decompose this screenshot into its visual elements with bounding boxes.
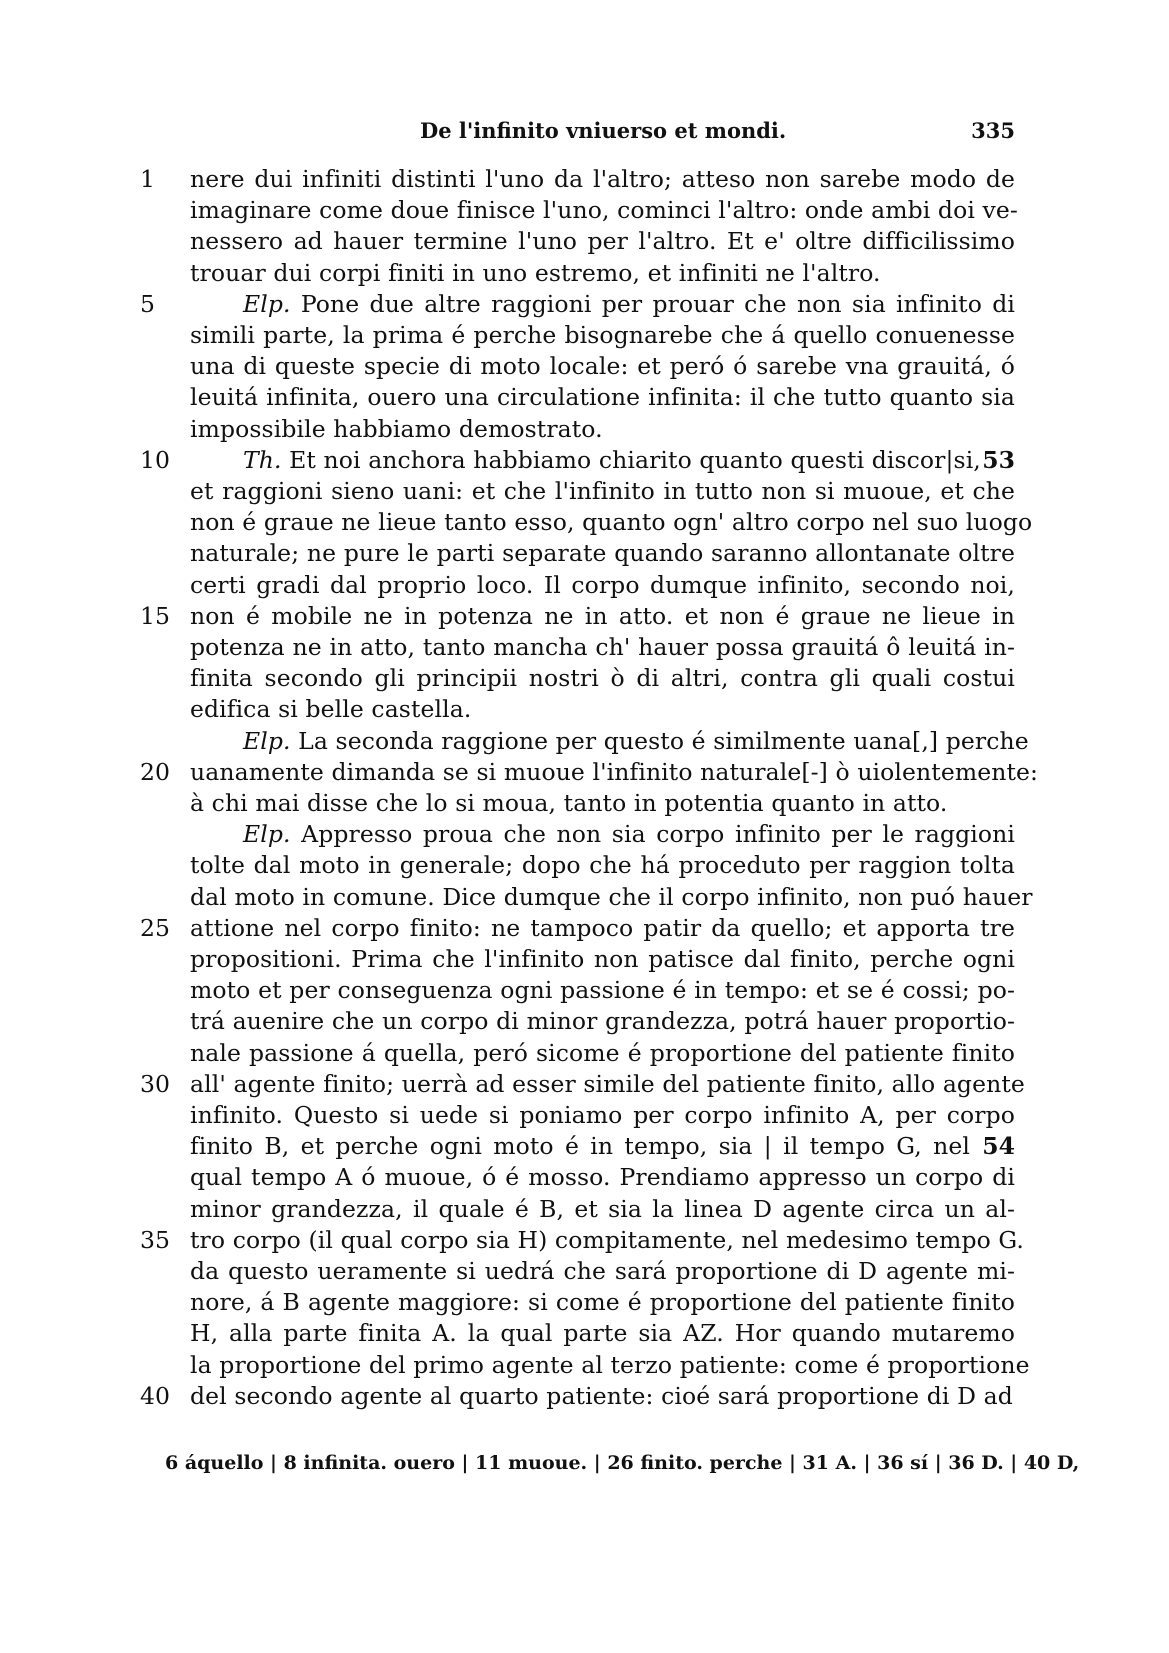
text-line xyxy=(0,227,1169,258)
line-text xyxy=(190,789,1015,817)
line-body: leuitá infinita, ouero una circulatione infinita: il che tutto quanto sia xyxy=(190,383,1015,412)
line-body: nale passione á quella, peró sicome é proportione del patiente finito xyxy=(190,1038,1015,1067)
line-body: una di queste specie di moto locale: et peró ó sarebe vna grauitá, ó xyxy=(190,352,1015,381)
line-text xyxy=(190,664,1015,692)
line-text xyxy=(190,415,1015,443)
line-body: impossibile habbiamo demostrato. xyxy=(190,414,603,443)
line-text xyxy=(190,851,1015,879)
line-body: imaginare come doue finisce l'uno, cominci l'altro: onde ambi doi ve- xyxy=(190,196,1018,225)
line-text xyxy=(190,1039,1015,1067)
line-body: simili parte, la prima é perche bisognarebe che á quello conuenesse xyxy=(190,321,1015,349)
line-body: la proportione del primo agente al terzo patiente: come é proportione xyxy=(190,1350,1030,1379)
text-line xyxy=(0,820,1169,851)
line-text xyxy=(190,227,1015,255)
text-line xyxy=(0,1382,1169,1413)
text-line xyxy=(0,477,1169,508)
line-text xyxy=(190,1382,1015,1410)
text-line xyxy=(0,1226,1169,1257)
line-text xyxy=(190,1288,1015,1316)
line-text xyxy=(190,1350,1030,1379)
text-line xyxy=(0,1039,1169,1070)
line-body: potenza ne in atto, tanto mancha ch' hauer possa grauitá ô leuitá in- xyxy=(190,633,1015,661)
line-body: trá auenire che un corpo di minor grandezza, potrá hauer proportio- xyxy=(190,1007,1015,1036)
text-line xyxy=(0,976,1169,1007)
line-number: 1 xyxy=(140,165,155,193)
line-body: qual tempo A ó muoue, ó é mosso. Prendiamo appresso un corpo di xyxy=(190,1163,1015,1192)
line-number: 5 xyxy=(140,289,155,318)
text-line xyxy=(0,1319,1169,1350)
text-line xyxy=(0,1101,1169,1132)
line-number: 25 xyxy=(140,913,170,942)
line-text xyxy=(190,1163,1015,1191)
text-line xyxy=(0,664,1169,695)
line-number: 40 xyxy=(140,1381,170,1410)
text-line xyxy=(0,1257,1169,1288)
text-line xyxy=(0,508,1169,539)
text-line xyxy=(0,165,1169,196)
text-line xyxy=(0,383,1169,414)
line-text xyxy=(190,633,1015,661)
line-text xyxy=(190,352,1015,380)
text-line xyxy=(0,321,1169,352)
line-text xyxy=(190,165,1015,193)
text-line xyxy=(0,1070,1169,1101)
line-body: à chi mai disse che lo si moua, tanto in potentia quanto in atto. xyxy=(190,789,948,817)
line-body: infinito. Questo si uede si poniamo per corpo infinito A, per corpo xyxy=(190,1101,1015,1129)
text-line xyxy=(0,945,1169,976)
text-line xyxy=(0,352,1169,383)
line-number: 35 xyxy=(140,1225,170,1254)
line-number: 10 xyxy=(140,445,170,474)
running-title: De l'infinito vniuerso et mondi. xyxy=(420,118,787,143)
text-line xyxy=(0,789,1169,820)
line-body: tro corpo (il qual corpo sia H) compitamente, nel medesimo tempo G. xyxy=(190,1225,1025,1254)
text-line xyxy=(0,695,1169,726)
line-body: edifica si belle castella. xyxy=(190,695,472,724)
text-line xyxy=(0,1195,1169,1226)
text-line xyxy=(0,633,1169,664)
text-line xyxy=(0,415,1169,446)
line-text xyxy=(190,259,1015,287)
text-line xyxy=(0,602,1169,633)
line-number: 15 xyxy=(140,601,170,630)
line-text xyxy=(243,290,1015,318)
line-body: da questo ueramente si uedrá che sará proportione di D agente mi- xyxy=(190,1257,1015,1285)
line-text xyxy=(243,820,1015,848)
line-body: Et noi anchora habbiamo chiarito quanto questi discor|si, xyxy=(289,445,981,474)
line-body: propositioni. Prima che l'infinito non patisce dal finito, perche ogni xyxy=(190,945,1015,973)
line-text xyxy=(190,757,1039,786)
line-body: tolte dal moto in generale; dopo che há proceduto per raggion tolta xyxy=(190,851,1015,880)
line-text xyxy=(190,976,1015,1004)
speaker-label: Elp. xyxy=(243,726,299,755)
text-line xyxy=(0,1288,1169,1319)
line-body: Appresso proua che non sia corpo infinito per le raggioni xyxy=(301,820,1015,849)
line-body: moto et per conseguenza ogni passione é in tempo: et se é cossi; po- xyxy=(190,976,1015,1005)
line-text xyxy=(190,1007,1015,1035)
line-text xyxy=(190,477,1015,505)
text-line xyxy=(0,1007,1169,1038)
text-line xyxy=(0,914,1169,945)
line-body: attione nel corpo finito: ne tampoco patir da quello; et apporta tre xyxy=(190,913,1015,942)
marginal-page-ref: 53 xyxy=(982,445,1015,474)
line-text xyxy=(190,1319,1015,1347)
text-line xyxy=(0,290,1169,321)
line-text xyxy=(190,321,1015,349)
line-body: del secondo agente al quarto patiente: cioé sará proportione di D ad xyxy=(190,1381,1013,1410)
line-text xyxy=(190,1195,1015,1223)
text-line xyxy=(0,446,1169,477)
line-body: finita secondo gli principii nostri ò di altri, contra gli quali costui xyxy=(190,664,1015,693)
line-text xyxy=(190,383,1015,411)
text-line xyxy=(0,571,1169,602)
line-body: certi gradi dal proprio loco. Il corpo dumque infinito, secondo noi, xyxy=(190,570,1015,599)
text-line xyxy=(0,758,1169,789)
line-text xyxy=(190,1132,970,1160)
line-number: 30 xyxy=(140,1069,170,1098)
speaker-label: Th. xyxy=(243,445,290,474)
text-line xyxy=(0,851,1169,882)
text-line xyxy=(0,1351,1169,1382)
line-body: non é graue ne lieue tanto esso, quanto ogn' altro corpo nel suo luogo xyxy=(190,508,1033,537)
page-number: 335 xyxy=(971,118,1015,143)
line-body: nessero ad hauer termine l'uno per l'altro. Et e' oltre difficilissimo xyxy=(190,227,1015,256)
line-body: et raggioni sieno uani: et che l'infinito in tutto non si muoue, et che xyxy=(190,477,1015,505)
line-text xyxy=(190,571,1015,599)
line-body: all' agente finito; uerrà ad esser simile del patiente finito, allo agente xyxy=(190,1069,1025,1098)
line-body: nore, á B agente maggiore: si come é proportione del patiente finito xyxy=(190,1288,1015,1317)
line-body: uanamente dimanda se si muoue l'infinito naturale[-] ò uiolentemente: xyxy=(190,757,1039,786)
line-body: nere dui infiniti distinti l'uno da l'altro; atteso non sarebe modo de xyxy=(190,165,1015,193)
line-body: trouar dui corpi finiti in uno estremo, et infiniti ne l'altro. xyxy=(190,258,881,287)
line-body: non é mobile ne in potenza ne in atto. et non é graue ne lieue in xyxy=(190,601,1015,630)
line-text xyxy=(190,945,1015,973)
line-text xyxy=(190,539,1015,567)
text-line xyxy=(0,259,1169,290)
line-text xyxy=(190,196,1018,225)
speaker-label: Elp. xyxy=(243,289,301,318)
text-line xyxy=(0,883,1169,914)
text-line xyxy=(0,1163,1169,1194)
line-body: dal moto in comune. Dice dumque che il corpo infinito, non puó hauer xyxy=(190,882,1033,911)
line-number: 20 xyxy=(140,757,170,786)
marginal-page-ref: 54 xyxy=(982,1132,1015,1161)
line-text xyxy=(243,726,1029,755)
line-text xyxy=(190,1225,1025,1254)
line-text xyxy=(190,508,1033,537)
line-text xyxy=(190,914,1015,942)
critical-apparatus: 6 áquello | 8 infinita. ouero | 11 muoue. | 26 finito. perche | 31 A. | 36 sí | 36 D. | 40 D, xyxy=(165,1452,1080,1474)
line-body: H, alla parte finita A. la qual parte sia AZ. Hor quando mutaremo xyxy=(190,1319,1015,1348)
line-text xyxy=(190,1101,1015,1129)
line-text xyxy=(190,602,1015,630)
line-text xyxy=(190,1257,1015,1285)
speaker-label: Elp. xyxy=(243,820,302,849)
line-text xyxy=(190,1069,1025,1098)
text-line xyxy=(0,539,1169,570)
line-body: minor grandezza, il quale é B, et sia la linea D agente circa un al- xyxy=(190,1194,1015,1223)
line-text xyxy=(190,695,1015,723)
line-text xyxy=(190,882,1033,911)
text-line xyxy=(0,1132,1169,1163)
line-body: finito B, et perche ogni moto é in tempo, sia | il tempo G, nel xyxy=(190,1132,970,1161)
line-body: La seconda raggione per questo é similmente uana[,] perche xyxy=(298,726,1029,755)
running-header xyxy=(190,118,1015,148)
line-body: naturale; ne pure le parti separate quando saranno allontanate oltre xyxy=(190,539,1015,568)
line-text xyxy=(243,445,981,474)
line-body: Pone due altre raggioni per prouar che non sia infinito di xyxy=(300,289,1015,318)
text-line xyxy=(0,727,1169,758)
text-line xyxy=(0,196,1169,227)
